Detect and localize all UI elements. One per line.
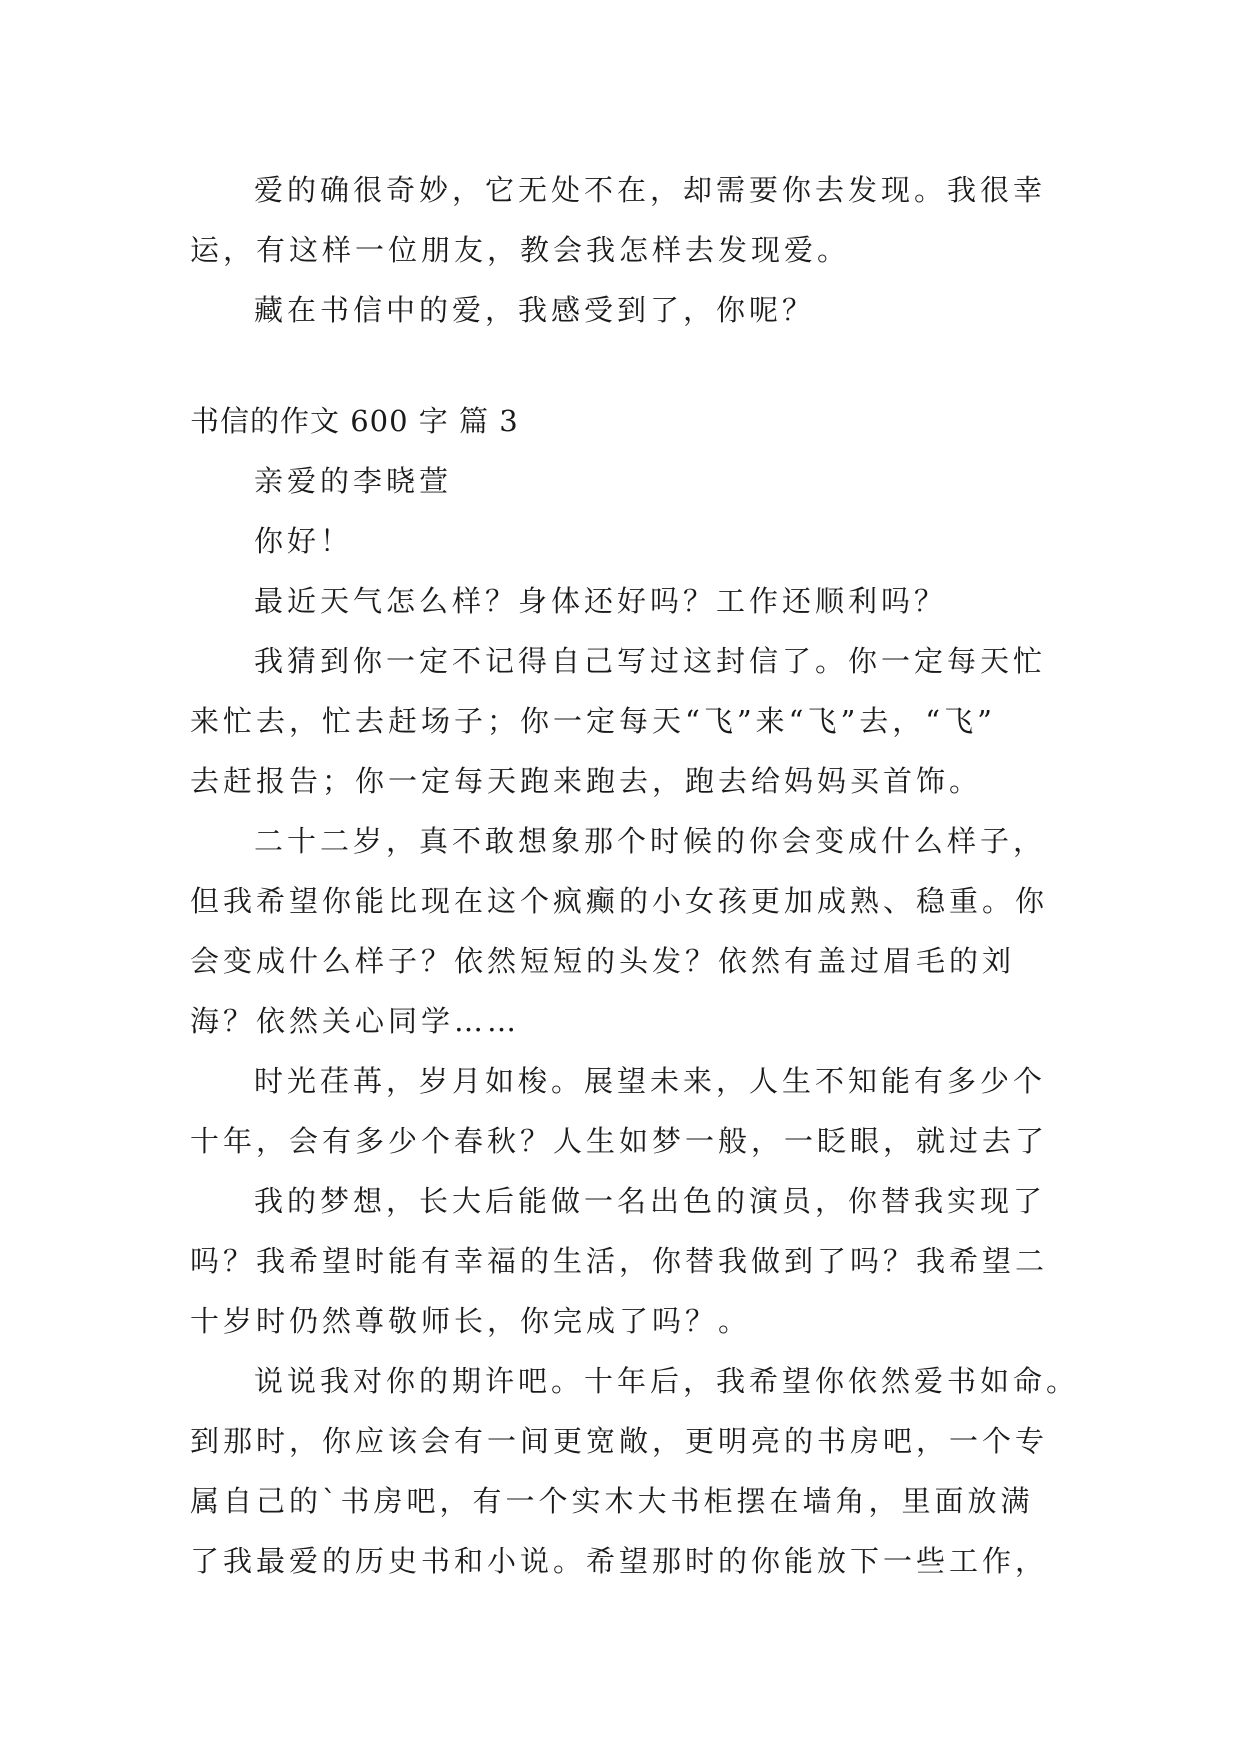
text-line: 说说我对你的期许吧。十年后，我希望你依然爱书如命。 [254,1364,1080,1398]
text-line: 我的梦想，长大后能做一名出色的演员，你替我实现了 [254,1184,1047,1218]
text-line: 我猜到你一定不记得自己写过这封信了。你一定每天忙 [254,644,1047,678]
text-line: 十岁时仍然尊敬师长，你完成了吗？。 [190,1304,752,1338]
text-line: 二十二岁，真不敢想象那个时候的你会变成什么样子， [254,824,1047,858]
letter-salutation: 亲爱的李晓萱 [254,464,453,498]
text-line: 会变成什么样子？依然短短的头发？依然有盖过眉毛的刘 [190,944,1016,978]
text-line: 海？依然关心同学…… [190,1004,521,1038]
text-line: 运，有这样一位朋友，教会我怎样去发现爱。 [190,233,851,267]
section-gap [190,340,1070,391]
paragraph [190,1171,1070,1351]
text-line: 时光荏苒，岁月如梭。展望未来，人生不知能有多少个 [254,1064,1047,1098]
paragraph [190,631,1070,811]
paragraph [190,1351,1080,1591]
text-line: 爱的确很奇妙，它无处不在，却需要你去发现。我很幸 [254,173,1047,207]
text-line: 属自己的`书房吧，有一个实木大书柜摆在墙角，里面放满 [190,1484,1034,1518]
text-line: 吗？我希望时能有幸福的生活，你替我做到了吗？我希望二 [190,1244,1049,1278]
text-line: 去赶报告；你一定每天跑来跑去，跑去给妈妈买首饰。 [190,764,983,798]
letter-greeting: 你好！ [254,524,354,558]
paragraph [190,1051,1070,1171]
text-line: 来忙去，忙去赶场子；你一定每天“飞”来“飞”去，“飞” [190,704,996,738]
text-line: 最近天气怎么样？身体还好吗？工作还顺利吗？ [254,584,948,618]
text-line: 了我最爱的历史书和小说。希望那时的你能放下一些工作， [190,1544,1049,1578]
paragraph [190,811,1070,1051]
text-line: 藏在书信中的爱，我感受到了，你呢？ [254,293,816,327]
document-body [190,160,1080,1591]
section-heading: 书信的作文 600 字 篇 3 [190,404,519,438]
text-line: 十年，会有多少个春秋？人生如梦一般，一眨眼，就过去了 [190,1124,1049,1158]
text-line: 到那时，你应该会有一间更宽敞，更明亮的书房吧，一个专 [190,1424,1049,1458]
paragraph [190,160,1070,280]
paragraph [190,280,1070,340]
text-line: 但我希望你能比现在这个疯癫的小女孩更加成熟、稳重。你 [190,884,1049,918]
